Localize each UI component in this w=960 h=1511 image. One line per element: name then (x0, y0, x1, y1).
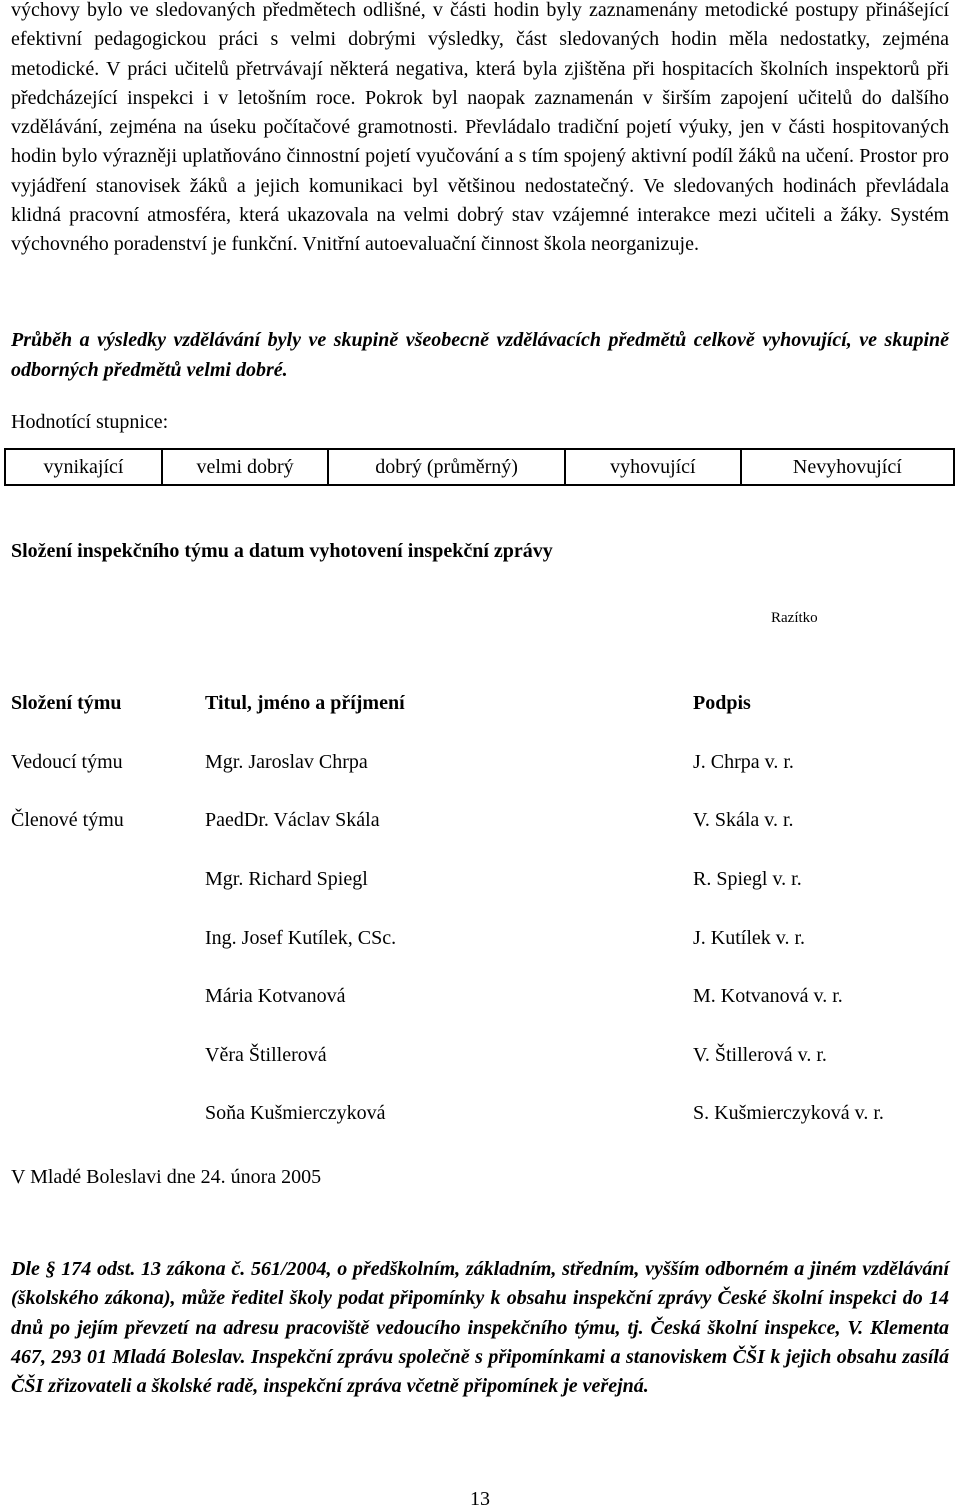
member-signature: J. Chrpa v. r. (693, 751, 794, 773)
scale-grade-1: vynikající (5, 449, 162, 485)
member-role: Vedoucí týmu (11, 751, 123, 773)
grading-scale-table (4, 448, 955, 486)
member-signature: R. Spiegl v. r. (693, 868, 802, 890)
member-signature: S. Kušmierczyková v. r. (693, 1102, 884, 1124)
stamp-label: Razítko (771, 610, 818, 626)
scale-grade-2: velmi dobrý (162, 449, 328, 485)
scale-grade-5: Nevyhovující (741, 449, 954, 485)
member-name: PaedDr. Václav Skála (205, 809, 380, 831)
member-name: Mária Kotvanová (205, 985, 346, 1007)
member-signature: V. Skála v. r. (693, 809, 794, 831)
member-signature: M. Kotvanová v. r. (693, 985, 843, 1007)
member-name: Mgr. Richard Spiegl (205, 868, 368, 890)
member-signature: J. Kutílek v. r. (693, 927, 806, 949)
member-name: Ing. Josef Kutílek, CSc. (205, 927, 397, 949)
member-name: Mgr. Jaroslav Chrpa (205, 751, 368, 773)
member-role: Členové týmu (11, 809, 124, 831)
intro-paragraph: výchovy bylo ve sledovaných předmětech odlišné, v části hodin byly zaznamenány metodické postupy přinášející efektivní pedagogickou práci s velmi dobrými výsledky, část sledovaných hodin měla nedostatky, zejména metodické. V práci učitelů přetrvávají některá negativa, která byla zjištěna při hospitacích školních inspektorů při předcházející inspekci i v letošním roce. Pokrok byl naopak zaznamenán v širším zapojení učitelů do dalšího vzdělávání, zejména na úseku počítačové gramotnosti. Převládalo tradiční pojetí výuky, jen v části hospitovaných hodin bylo výrazněji uplatňováno činnostní pojetí vyučování a s tím spojený aktivní podíl žáků na učení. Prostor pro vyjádření stanovisek žáků a jejich komunikaci byl většinou nedostatečný. Ve sledovaných hodinách převládala klidná pracovní atmosféra, která ukazovala na velmi dobrý stav vzájemné interakce mezi učiteli a žáky. Systém výchovného poradenství je funkční. Vnitřní autoevaluační činnost škola neorganizuje. (11, 0, 949, 256)
scale-grade-3: dobrý (průměrný) (328, 449, 565, 485)
date-line: V Mladé Boleslavi dne 24. února 2005 (11, 1166, 322, 1188)
page-number: 13 (470, 1488, 490, 1510)
legal-notice: Dle § 174 odst. 13 zákona č. 561/2004, o předškolním, základním, středním, vyšším odborném a jiném vzdělávání (školského zákona), může ředitel školy podat připomínky k obsahu inspekční zprávy České školní inspekci do 14 dnů po jejím převzetí na adresu pracoviště vedoucího inspekčního týmu, tj. Česká školní inspekce, V. Klementa 467, 293 01 Mladá Boleslav. Inspekční zprávu společně s připomínkami a stanoviskem ČŠI k jejich obsahu zasílá ČŠI zřizovateli a školské radě, inspekční zpráva včetně připomínek je veřejná. (11, 1258, 949, 1398)
member-name: Soňa Kušmierczyková (205, 1102, 386, 1124)
header-name: Titul, jméno a příjmení (205, 692, 405, 714)
header-role: Složení týmu (11, 692, 122, 714)
scale-grade-4: vyhovující (565, 449, 741, 485)
member-name: Věra Štillerová (205, 1044, 327, 1066)
team-section-heading: Složení inspekčního týmu a datum vyhotovení inspekční zprávy (11, 540, 553, 562)
header-signature: Podpis (693, 692, 751, 714)
member-signature: V. Štillerová v. r. (693, 1044, 827, 1066)
scale-label: Hodnotící stupnice: (11, 411, 169, 433)
summary-statement: Průběh a výsledky vzdělávání byly ve skupině všeobecně vzdělávacích předmětů celkově vyhovující, ve skupině odborných předmětů velmi dobré. (11, 329, 949, 381)
